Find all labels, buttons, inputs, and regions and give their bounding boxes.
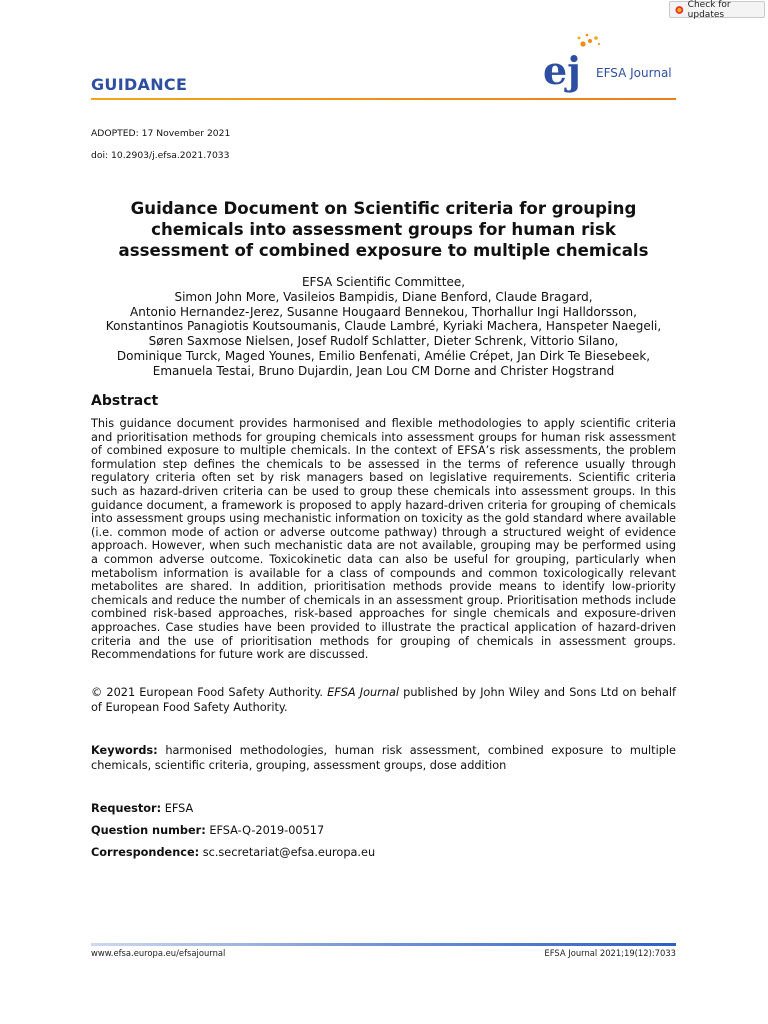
footer-website-link[interactable]: www.efsa.europa.eu/efsajournal: [91, 948, 226, 958]
author-line: Søren Saxmose Nielsen, Josef Rudolf Schlatter, Dieter Schrenk, Vittorio Silano,: [148, 334, 619, 349]
requestor-label: Requestor:: [91, 802, 162, 815]
requestor: [91, 802, 193, 815]
doi[interactable]: doi: 10.2903/j.efsa.2021.7033: [91, 150, 230, 161]
keywords: [91, 743, 676, 773]
keywords-text: harmonised methodologies, human risk assessment, combined exposure to multiple chemicals, scientific criteria, grouping, assessment groups, dose addition: [91, 744, 676, 772]
abstract-body: This guidance document provides harmonised and flexible methodologies to apply scientific criteria and prioritisation methods for grouping chemicals into assessment groups for human risk assessment of combined exposure to multiple chemicals. In the context of EFSA’s risk assessments, the problem formulation step defines the chemicals to be assessed in the terms of reference usually through regulatory criteria often set by risk managers based on legislative requirements. Scientific criteria such as hazard-driven criteria can be used to group these chemicals into assessment groups. In this guidance document, a framework is proposed to apply hazard-driven criteria for grouping of chemicals into assessment groups using mechanistic information on toxicity as the gold standard where available (i.e. common mode of action or adverse outcome pathway) through a structured weight of evidence approach. However, when such mechanistic data are not available, grouping may be performed using a common adverse outcome. Toxicokinetic data can also be useful for grouping, particularly when metabolism information is available for a class of compounds and common toxicologically relevant metabolites are shared. In addition, prioritisation methods provide means to identify low-priority chemicals and reduce the number of chemicals in an assessment group. Prioritisation methods include combined risk-based approaches, risk-based approaches for single chemicals and exposure-driven approaches. Case studies have been provided to illustrate the practical application of hazard-driven criteria and the use of prioritisation methods for grouping of chemicals in assessment groups. Recommendations for future work are discussed.: [91, 417, 676, 662]
check-for-updates-button[interactable]: [669, 1, 765, 18]
title-line: assessment of combined exposure to multiple chemicals: [118, 241, 649, 260]
footer-divider: [91, 943, 676, 946]
requestor-value: EFSA: [161, 802, 194, 815]
title-line: Guidance Document on Scientific criteria for grouping: [130, 199, 637, 218]
question-number: [91, 824, 324, 837]
check-for-updates-label: Check for updates: [687, 0, 731, 20]
author-line: Antonio Hernandez-Jerez, Susanne Hougaard Bennekou, Thorhallur Ingi Halldorsson,: [130, 304, 637, 319]
author-line: Konstantinos Panagiotis Koutsoumanis, Claude Lambré, Kyriaki Machera, Hanspeter Naegeli,: [105, 319, 662, 334]
logo-wordmark-text: EFSA Journal: [596, 66, 672, 80]
abstract-heading: Abstract: [91, 393, 159, 409]
author-list: [91, 275, 676, 379]
author-line: EFSA Scientific Committee,: [301, 275, 466, 289]
efsa-journal-logo: [543, 32, 683, 98]
copyright-prefix: © 2021 European Food Safety Authority.: [91, 686, 328, 699]
logo-dots-icon: [578, 34, 601, 47]
author-line: Emanuela Testai, Bruno Dujardin, Jean Lou CM Dorne and Christer Hogstrand: [152, 363, 615, 378]
author-line: Dominique Turck, Maged Younes, Emilio Benfenati, Amélie Crépet, Jan Dirk Te Biesebeek,: [116, 348, 651, 363]
question-number-label: Question number:: [91, 824, 206, 837]
correspondence-label: Correspondence:: [91, 846, 200, 859]
title-line: chemicals into assessment groups for human risk: [151, 220, 616, 239]
correspondence-email[interactable]: sc.secretariat@efsa.europa.eu: [199, 846, 376, 859]
question-number-value: EFSA-Q-2019-00517: [205, 824, 325, 837]
copyright-suffix: published by John Wiley and Sons Ltd on behalf of European Food Safety Authority.: [91, 686, 676, 714]
logo-wordmark: [596, 66, 672, 80]
keywords-label: Keywords:: [91, 744, 158, 757]
logo-letters: ej: [543, 48, 581, 93]
adopted-date: ADOPTED: 17 November 2021: [91, 128, 231, 139]
update-badge-icon: [675, 5, 684, 15]
author-line: Simon John More, Vasileios Bampidis, Diane Benford, Claude Bragard,: [174, 289, 593, 304]
footer-citation: EFSA Journal 2021;19(12):7033: [544, 948, 676, 958]
correspondence: [91, 846, 375, 859]
section-label: GUIDANCE: [91, 75, 188, 94]
copyright-notice: [91, 685, 676, 715]
header-divider: [91, 98, 676, 100]
copyright-journal: EFSA Journal: [327, 686, 400, 699]
paper-title: [91, 198, 676, 261]
